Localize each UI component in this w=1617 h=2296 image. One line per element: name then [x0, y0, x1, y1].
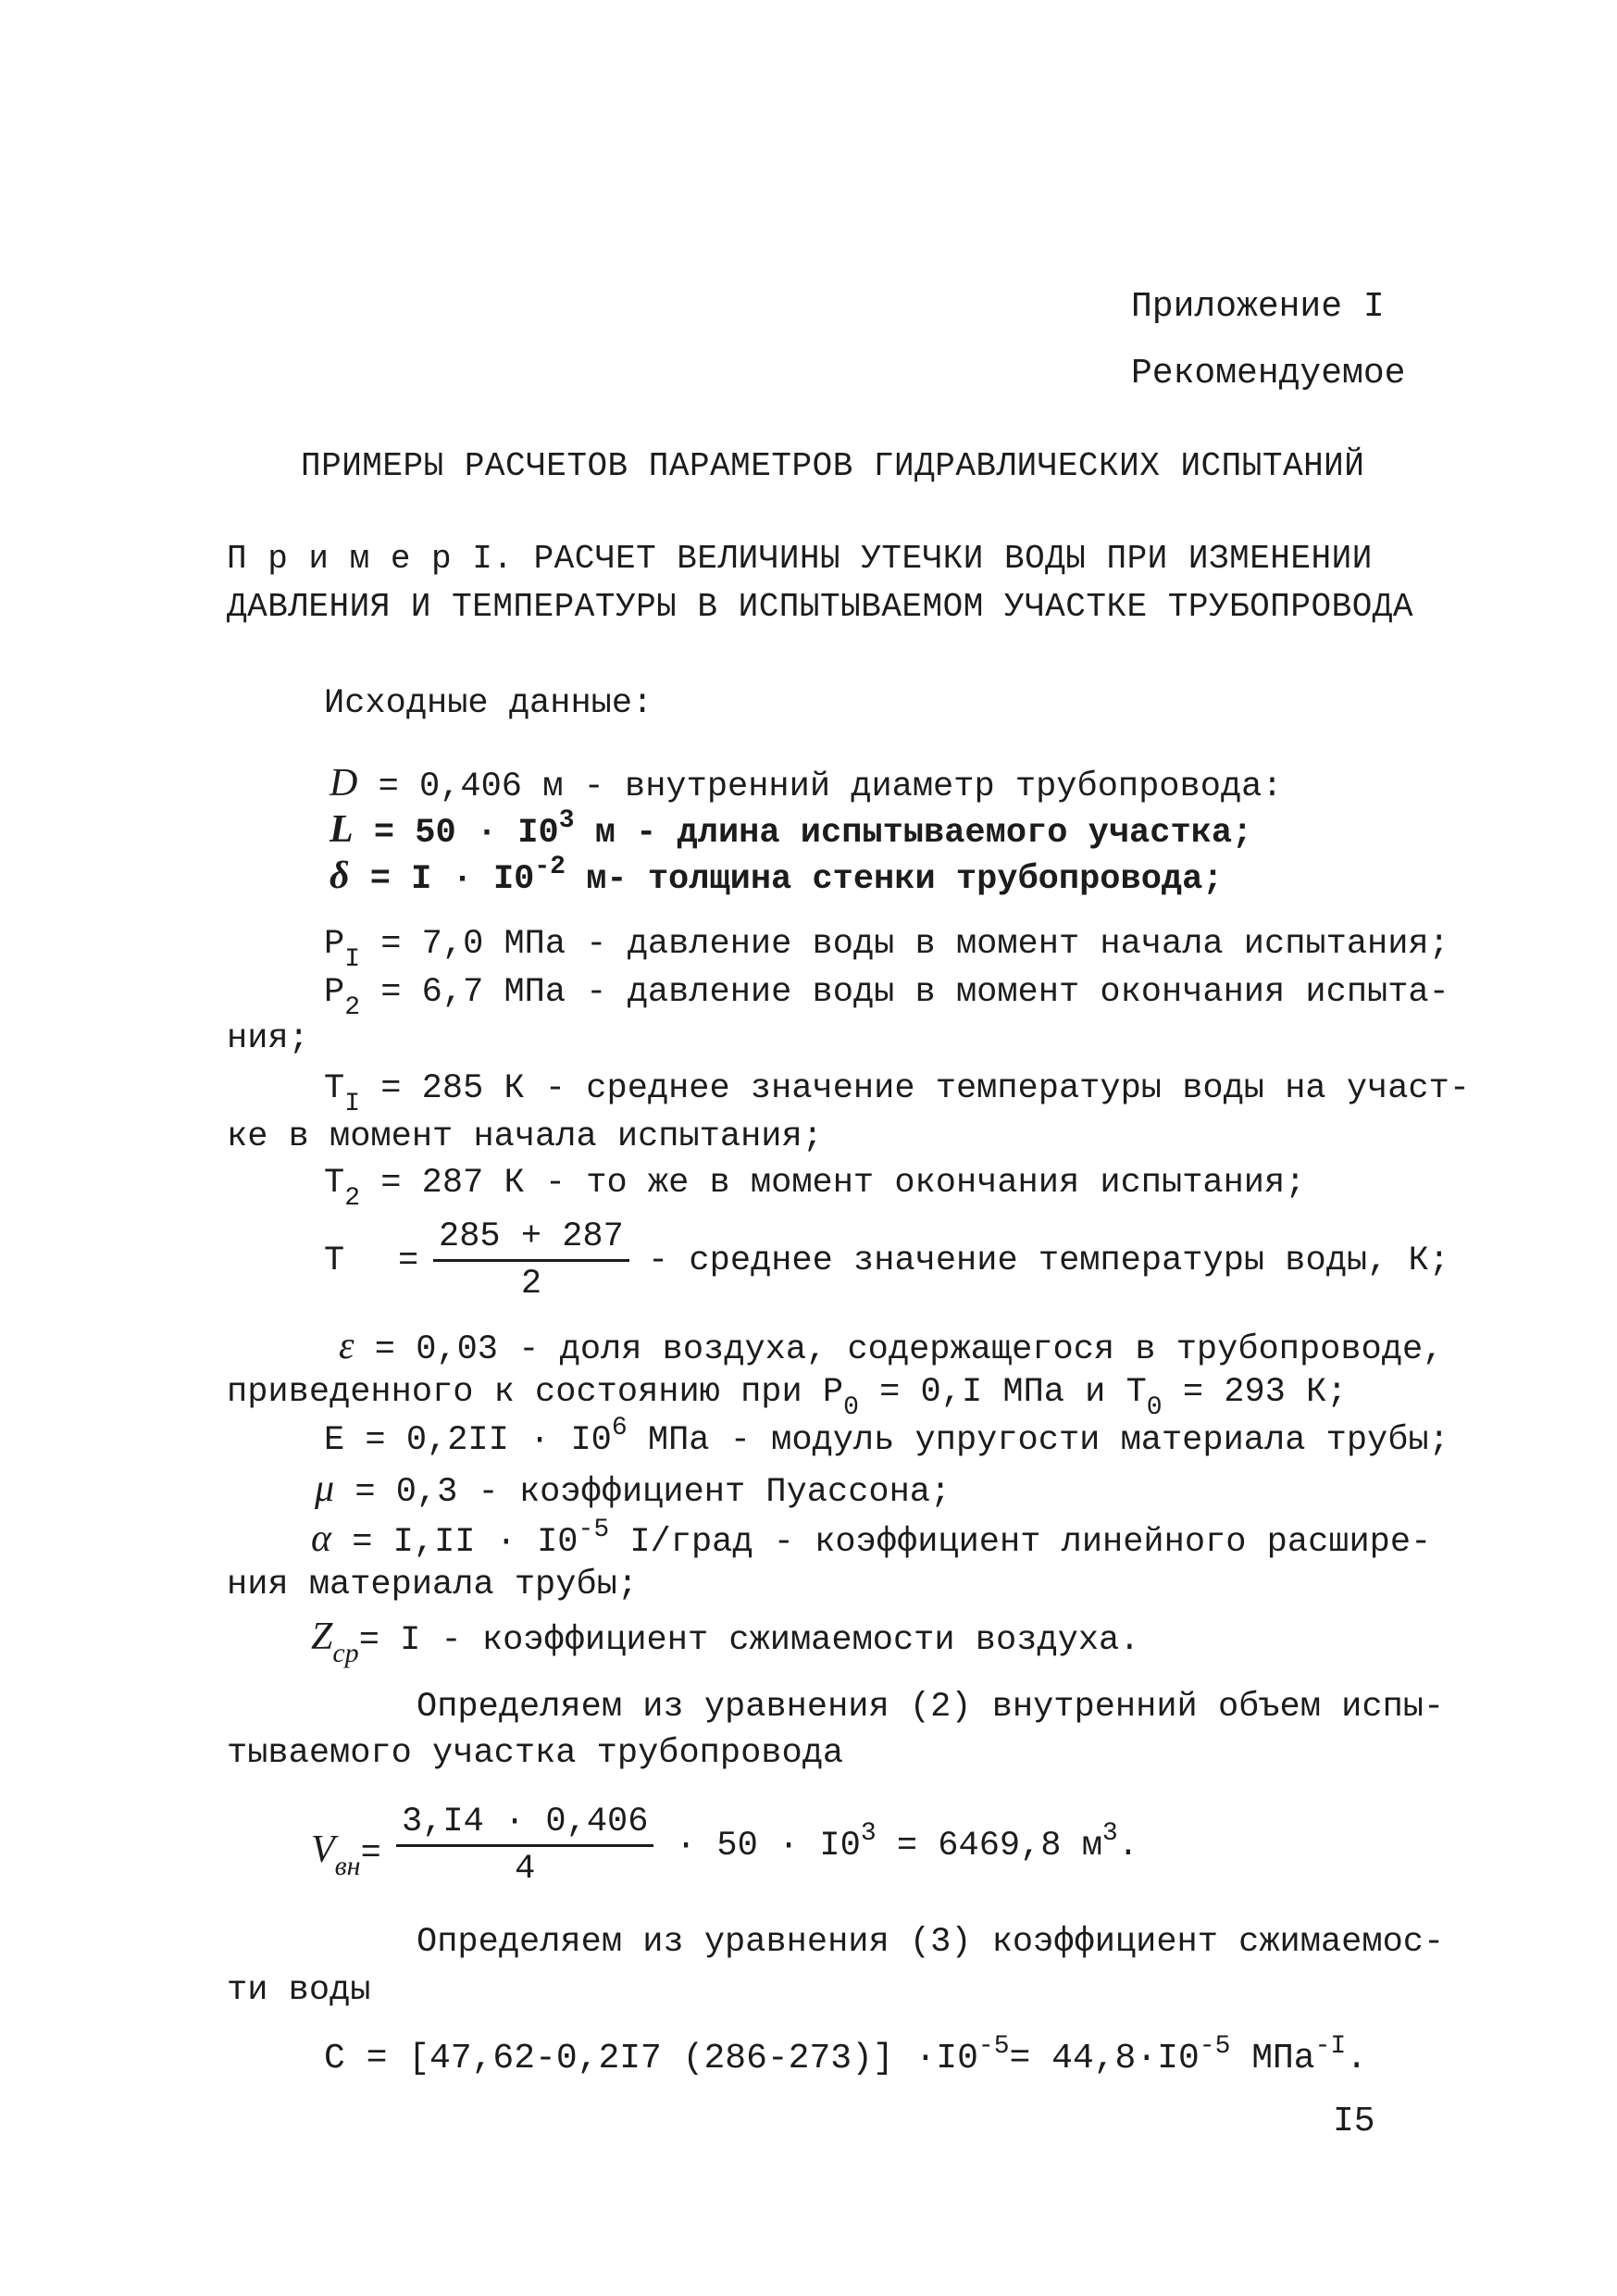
- wall-exponent: -2: [534, 853, 566, 881]
- alpha-text-1: = I,II · I0: [352, 1523, 578, 1562]
- line-epsilon-continuation: [227, 1370, 1348, 1422]
- c-text-2: = 44,8·I0: [1009, 2039, 1200, 2078]
- paragraph-compressibility-1: Определяем из уравнения (3) коэффициент сжимаемос-: [417, 1923, 1445, 1962]
- t-avg-numerator: 285 + 287: [433, 1215, 629, 1262]
- z-text: = I - коэффициент сжимаемости воздуха.: [358, 1621, 1140, 1660]
- symbol-alpha: α: [311, 1517, 332, 1560]
- line-compressibility-air: [311, 1615, 1140, 1668]
- length-text-2: м - длина испытываемого участка;: [594, 814, 1253, 853]
- v-rest: · 50 · I0: [676, 1827, 861, 1866]
- page-number: I5: [1333, 2102, 1375, 2141]
- epsilon-cont-1: приведенного к состоянию при P: [227, 1373, 844, 1412]
- modulus-text-2: МПа - модуль упругости материала трубы;: [647, 1421, 1449, 1460]
- t-avg-fraction: [433, 1215, 629, 1306]
- formula-compressibility: [324, 2032, 1368, 2084]
- line-epsilon: [339, 1324, 1443, 1372]
- v-end: .: [1117, 1827, 1138, 1866]
- line-wall-thickness: [330, 854, 1224, 905]
- line-alpha: [311, 1516, 1431, 1567]
- paragraph-volume-2: тываемого участка трубопровода: [227, 1734, 844, 1773]
- modulus-text-1: E = 0,2II · I0: [324, 1421, 612, 1460]
- v-denominator: 4: [515, 1850, 536, 1889]
- line-p1: [324, 922, 1449, 974]
- symbol-d: D: [330, 762, 358, 805]
- input-data-heading: Исходные данные:: [324, 684, 653, 723]
- symbol-mu: μ: [315, 1467, 335, 1510]
- epsilon-cont-3: = 293 К;: [1182, 1373, 1348, 1412]
- v-equals: =: [360, 1834, 381, 1873]
- v-result-exponent: 3: [1101, 1819, 1118, 1848]
- symbol-t2: T: [324, 1164, 345, 1203]
- symbol-z: Z: [311, 1616, 333, 1658]
- recommended-label: Рекомендуемое: [1131, 354, 1406, 393]
- wall-text-1: = I · I0: [369, 860, 535, 899]
- line-t1: [324, 1067, 1471, 1118]
- line-p2-continuation: ния;: [227, 1019, 309, 1058]
- epsilon-cont-2: = 0,I МПа и T: [879, 1373, 1147, 1412]
- symbol-t1: T: [324, 1069, 345, 1108]
- diameter-text: = 0,406 м - внутренний диаметр трубопровода:: [378, 767, 1283, 806]
- modulus-exponent: 6: [611, 1414, 628, 1442]
- formula-volume-symbol: [311, 1828, 381, 1881]
- symbol-l: L: [330, 808, 354, 851]
- example-title-line-2: ДАВЛЕНИЯ И ТЕМПЕРАТУРЫ В ИСПЫТЫВАЕМОМ УЧАСТКЕ ТРУБОПРОВОДА: [227, 588, 1414, 626]
- t0-subscript: 0: [1146, 1393, 1163, 1422]
- example-title-text: РАСЧЕТ ВЕЛИЧИНЫ УТЕЧКИ ВОДЫ ПРИ ИЗМЕНЕНИИ: [533, 540, 1373, 578]
- c-text-3: МПа: [1251, 2039, 1315, 2078]
- symbol-delta: δ: [330, 855, 350, 897]
- t1-subscript: I: [344, 1090, 361, 1118]
- c-exponent-1: -5: [977, 2032, 1010, 2061]
- t-avg-text: - среднее значение температуры воды, К;: [648, 1242, 1449, 1280]
- example-label: П р и м е р: [227, 540, 453, 578]
- t2-text: = 287 К - то же в момент окончания испытания;: [380, 1164, 1306, 1203]
- v-exponent: 3: [860, 1819, 877, 1848]
- symbol-t-avg: T: [324, 1242, 345, 1280]
- t1-text: = 285 К - среднее значение температуры воды на участ-: [380, 1069, 1471, 1108]
- t-avg-equals: =: [398, 1242, 419, 1280]
- example-number: I.: [472, 540, 514, 578]
- t-avg-denominator: 2: [520, 1265, 542, 1304]
- alpha-text-2: I/град - коэффициент линейного расшире-: [629, 1523, 1432, 1562]
- v-result: = 6469,8 м: [896, 1827, 1102, 1866]
- c-exponent-3: -I: [1314, 2032, 1347, 2061]
- formula-volume-rest: [676, 1819, 1138, 1871]
- line-alpha-continuation: ния материала трубы;: [227, 1566, 639, 1604]
- p1-subscript: I: [344, 945, 361, 974]
- paragraph-compressibility-2: ти воды: [227, 1971, 371, 2010]
- p0-subscript: 0: [843, 1393, 859, 1422]
- poisson-text: = 0,3 - коэффициент Пуассона;: [354, 1473, 952, 1512]
- appendix-label: Приложение I: [1131, 287, 1385, 327]
- epsilon-text: = 0,03 - доля воздуха, содержащегося в трубопроводе,: [374, 1330, 1444, 1369]
- t2-subscript: 2: [344, 1184, 361, 1213]
- alpha-exponent: -5: [578, 1516, 610, 1544]
- symbol-v: V: [311, 1828, 335, 1871]
- section-title: ПРИМЕРЫ РАСЧЕТОВ ПАРАМЕТРОВ ГИДРАВЛИЧЕСКИХ ИСПЫТАНИЙ: [301, 447, 1365, 485]
- line-modulus: [324, 1414, 1449, 1466]
- v-subscript: вн: [334, 1851, 361, 1881]
- c-end: .: [1346, 2039, 1368, 2078]
- length-exponent: 3: [558, 806, 575, 835]
- length-text-1: = 50 · I0: [373, 814, 559, 853]
- wall-text-2: м- толщина стенки трубопровода;: [586, 860, 1224, 899]
- line-poisson: [315, 1466, 951, 1515]
- v-numerator: 3,I4 · 0,406: [396, 1800, 653, 1847]
- z-subscript: ср: [332, 1638, 359, 1668]
- example-title-line-1: [227, 537, 1373, 581]
- c-text-1: C = [47,62-0,2I7 (286-273)] ·I0: [324, 2039, 978, 2078]
- p2-subscript: 2: [344, 993, 361, 1022]
- p1-text: = 7,0 МПа - давление воды в момент начала испытания;: [380, 925, 1449, 964]
- line-t2: [324, 1161, 1306, 1213]
- line-length: [330, 807, 1252, 858]
- symbol-p1: P: [324, 925, 345, 964]
- c-exponent-2: -5: [1199, 2032, 1231, 2061]
- line-t1-continuation: ке в момент начала испытания;: [227, 1117, 823, 1156]
- paragraph-volume-1: Определяем из уравнения (2) внутренний объем испы-: [417, 1688, 1445, 1727]
- symbol-p2: P: [324, 973, 345, 1012]
- line-p2: [324, 970, 1449, 1022]
- p2-text: = 6,7 МПа - давление воды в момент окончания испыта-: [380, 973, 1449, 1012]
- symbol-epsilon: ε: [339, 1325, 354, 1367]
- formula-volume-fraction: [396, 1800, 653, 1891]
- line-diameter: [330, 761, 1283, 809]
